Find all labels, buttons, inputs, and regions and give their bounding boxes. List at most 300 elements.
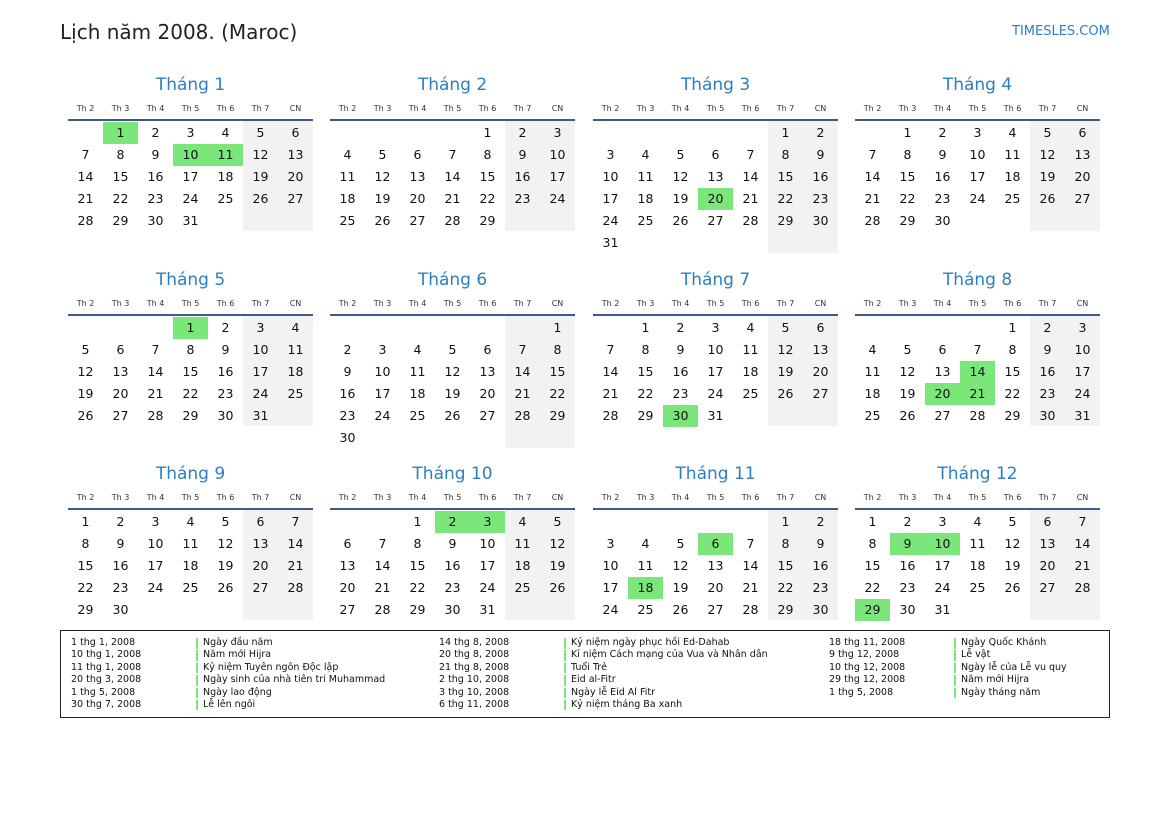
calendar-day[interactable]: 28 (602, 408, 619, 423)
calendar-day[interactable]: 25 (409, 408, 426, 423)
calendar-day[interactable]: 24 (549, 191, 566, 206)
calendar-day[interactable]: 16 (812, 169, 829, 184)
calendar-day[interactable]: 2 (343, 342, 352, 357)
calendar-day[interactable]: 27 (339, 602, 356, 617)
calendar-day[interactable]: 24 (934, 580, 951, 595)
calendar-day[interactable]: 14 (742, 558, 759, 573)
holiday-day[interactable]: 1 (173, 317, 208, 339)
calendar-day[interactable]: 21 (287, 558, 304, 573)
calendar-day[interactable]: 3 (151, 514, 160, 529)
calendar-day[interactable]: 11 (409, 364, 426, 379)
holiday-day[interactable]: 1 (103, 122, 138, 144)
calendar-day[interactable]: 22 (77, 580, 94, 595)
calendar-day[interactable]: 18 (182, 558, 199, 573)
calendar-day[interactable]: 2 (816, 125, 825, 140)
calendar-day[interactable]: 10 (479, 536, 496, 551)
calendar-day[interactable]: 22 (899, 191, 916, 206)
holiday-day[interactable]: 14 (960, 361, 995, 383)
calendar-day[interactable]: 23 (1039, 386, 1056, 401)
calendar-day[interactable]: 30 (112, 602, 129, 617)
calendar-day[interactable]: 13 (812, 342, 829, 357)
calendar-day[interactable]: 26 (252, 191, 269, 206)
calendar-day[interactable]: 26 (1004, 580, 1021, 595)
calendar-day[interactable]: 7 (81, 147, 90, 162)
calendar-day[interactable]: 1 (781, 125, 790, 140)
calendar-day[interactable]: 1 (641, 320, 650, 335)
calendar-day[interactable]: 11 (1004, 147, 1021, 162)
calendar-day[interactable]: 23 (217, 386, 234, 401)
calendar-day[interactable]: 8 (1008, 342, 1017, 357)
calendar-day[interactable]: 4 (641, 147, 650, 162)
calendar-day[interactable]: 21 (742, 191, 759, 206)
calendar-day[interactable]: 31 (182, 213, 199, 228)
calendar-day[interactable]: 28 (147, 408, 164, 423)
calendar-day[interactable]: 26 (1039, 191, 1056, 206)
calendar-day[interactable]: 8 (116, 147, 125, 162)
calendar-day[interactable]: 29 (777, 602, 794, 617)
calendar-day[interactable]: 24 (252, 386, 269, 401)
calendar-day[interactable]: 2 (816, 514, 825, 529)
calendar-day[interactable]: 16 (812, 558, 829, 573)
calendar-day[interactable]: 7 (1078, 514, 1087, 529)
calendar-day[interactable]: 4 (868, 342, 877, 357)
calendar-day[interactable]: 13 (1039, 536, 1056, 551)
calendar-day[interactable]: 12 (1039, 147, 1056, 162)
calendar-day[interactable]: 29 (112, 213, 129, 228)
calendar-day[interactable]: 4 (291, 320, 300, 335)
calendar-day[interactable]: 10 (374, 364, 391, 379)
calendar-day[interactable]: 6 (256, 514, 265, 529)
holiday-day[interactable]: 30 (663, 405, 698, 427)
calendar-day[interactable]: 20 (1074, 169, 1091, 184)
calendar-day[interactable]: 7 (378, 536, 387, 551)
calendar-day[interactable]: 5 (378, 147, 387, 162)
calendar-day[interactable]: 17 (182, 169, 199, 184)
calendar-day[interactable]: 17 (479, 558, 496, 573)
calendar-day[interactable]: 8 (413, 536, 422, 551)
calendar-day[interactable]: 16 (899, 558, 916, 573)
calendar-day[interactable]: 4 (413, 342, 422, 357)
calendar-day[interactable]: 12 (444, 364, 461, 379)
calendar-day[interactable]: 17 (374, 386, 391, 401)
calendar-day[interactable]: 19 (777, 364, 794, 379)
calendar-day[interactable]: 24 (602, 213, 619, 228)
calendar-day[interactable]: 25 (1004, 191, 1021, 206)
holiday-day[interactable]: 18 (628, 577, 663, 599)
calendar-day[interactable]: 15 (182, 364, 199, 379)
calendar-day[interactable]: 30 (147, 213, 164, 228)
calendar-day[interactable]: 10 (147, 536, 164, 551)
calendar-day[interactable]: 21 (864, 191, 881, 206)
calendar-day[interactable]: 16 (112, 558, 129, 573)
calendar-day[interactable]: 1 (1008, 320, 1017, 335)
calendar-day[interactable]: 25 (637, 602, 654, 617)
calendar-day[interactable]: 1 (903, 125, 912, 140)
calendar-day[interactable]: 25 (637, 213, 654, 228)
calendar-day[interactable]: 26 (77, 408, 94, 423)
calendar-day[interactable]: 13 (1074, 147, 1091, 162)
calendar-day[interactable]: 25 (742, 386, 759, 401)
calendar-day[interactable]: 25 (969, 580, 986, 595)
calendar-day[interactable]: 15 (777, 558, 794, 573)
calendar-day[interactable]: 14 (77, 169, 94, 184)
calendar-day[interactable]: 7 (868, 147, 877, 162)
calendar-day[interactable]: 6 (816, 320, 825, 335)
calendar-day[interactable]: 26 (374, 213, 391, 228)
calendar-day[interactable]: 18 (287, 364, 304, 379)
calendar-day[interactable]: 22 (479, 191, 496, 206)
calendar-day[interactable]: 20 (409, 191, 426, 206)
calendar-day[interactable]: 14 (742, 169, 759, 184)
calendar-day[interactable]: 23 (899, 580, 916, 595)
calendar-day[interactable]: 15 (409, 558, 426, 573)
calendar-day[interactable]: 20 (252, 558, 269, 573)
calendar-day[interactable]: 26 (217, 580, 234, 595)
calendar-day[interactable]: 28 (1074, 580, 1091, 595)
calendar-day[interactable]: 7 (746, 536, 755, 551)
calendar-day[interactable]: 30 (812, 602, 829, 617)
calendar-day[interactable]: 15 (549, 364, 566, 379)
holiday-day[interactable]: 6 (698, 533, 733, 555)
calendar-day[interactable]: 5 (903, 342, 912, 357)
calendar-day[interactable]: 5 (676, 536, 685, 551)
calendar-day[interactable]: 25 (514, 580, 531, 595)
calendar-day[interactable]: 3 (553, 125, 562, 140)
calendar-day[interactable]: 16 (217, 364, 234, 379)
calendar-day[interactable]: 17 (549, 169, 566, 184)
calendar-day[interactable]: 1 (781, 514, 790, 529)
calendar-day[interactable]: 13 (934, 364, 951, 379)
calendar-day[interactable]: 10 (969, 147, 986, 162)
calendar-day[interactable]: 21 (602, 386, 619, 401)
calendar-day[interactable]: 7 (606, 342, 615, 357)
calendar-day[interactable]: 29 (409, 602, 426, 617)
calendar-day[interactable]: 19 (899, 386, 916, 401)
calendar-day[interactable]: 4 (186, 514, 195, 529)
calendar-day[interactable]: 30 (339, 430, 356, 445)
calendar-day[interactable]: 8 (781, 536, 790, 551)
calendar-day[interactable]: 5 (676, 147, 685, 162)
calendar-day[interactable]: 19 (252, 169, 269, 184)
calendar-day[interactable]: 17 (1074, 364, 1091, 379)
calendar-day[interactable]: 23 (934, 191, 951, 206)
calendar-day[interactable]: 18 (637, 191, 654, 206)
calendar-day[interactable]: 2 (518, 125, 527, 140)
calendar-day[interactable]: 11 (287, 342, 304, 357)
calendar-day[interactable]: 16 (444, 558, 461, 573)
holiday-day[interactable]: 20 (698, 188, 733, 210)
calendar-day[interactable]: 14 (864, 169, 881, 184)
calendar-day[interactable]: 11 (864, 364, 881, 379)
calendar-day[interactable]: 5 (81, 342, 90, 357)
calendar-day[interactable]: 25 (339, 213, 356, 228)
holiday-day[interactable]: 21 (960, 383, 995, 405)
calendar-day[interactable]: 13 (707, 558, 724, 573)
calendar-day[interactable]: 20 (287, 169, 304, 184)
calendar-day[interactable]: 5 (1043, 125, 1052, 140)
calendar-day[interactable]: 7 (151, 342, 160, 357)
calendar-day[interactable]: 18 (339, 191, 356, 206)
calendar-day[interactable]: 28 (742, 213, 759, 228)
calendar-day[interactable]: 28 (742, 602, 759, 617)
calendar-day[interactable]: 11 (182, 536, 199, 551)
calendar-day[interactable]: 12 (1004, 536, 1021, 551)
calendar-day[interactable]: 26 (899, 408, 916, 423)
calendar-day[interactable]: 19 (374, 191, 391, 206)
calendar-day[interactable]: 6 (291, 125, 300, 140)
calendar-day[interactable]: 10 (252, 342, 269, 357)
calendar-day[interactable]: 7 (518, 342, 527, 357)
calendar-day[interactable]: 17 (602, 580, 619, 595)
calendar-day[interactable]: 8 (81, 536, 90, 551)
holiday-day[interactable]: 10 (925, 533, 960, 555)
calendar-day[interactable]: 1 (553, 320, 562, 335)
calendar-day[interactable]: 3 (711, 320, 720, 335)
calendar-day[interactable]: 3 (1078, 320, 1087, 335)
calendar-day[interactable]: 15 (77, 558, 94, 573)
calendar-day[interactable]: 13 (339, 558, 356, 573)
calendar-day[interactable]: 5 (221, 514, 230, 529)
calendar-day[interactable]: 8 (553, 342, 562, 357)
site-link[interactable]: TIMESLES.COM (1012, 24, 1110, 39)
calendar-day[interactable]: 19 (77, 386, 94, 401)
calendar-day[interactable]: 21 (374, 580, 391, 595)
calendar-day[interactable]: 14 (374, 558, 391, 573)
calendar-day[interactable]: 13 (409, 169, 426, 184)
calendar-day[interactable]: 22 (637, 386, 654, 401)
calendar-day[interactable]: 6 (116, 342, 125, 357)
calendar-day[interactable]: 8 (903, 147, 912, 162)
calendar-day[interactable]: 3 (973, 125, 982, 140)
calendar-day[interactable]: 4 (641, 536, 650, 551)
calendar-day[interactable]: 9 (816, 536, 825, 551)
calendar-day[interactable]: 2 (903, 514, 912, 529)
calendar-day[interactable]: 6 (1043, 514, 1052, 529)
calendar-day[interactable]: 31 (1074, 408, 1091, 423)
calendar-day[interactable]: 23 (514, 191, 531, 206)
calendar-day[interactable]: 3 (256, 320, 265, 335)
calendar-day[interactable]: 14 (444, 169, 461, 184)
calendar-day[interactable]: 23 (812, 191, 829, 206)
calendar-day[interactable]: 27 (112, 408, 129, 423)
calendar-day[interactable]: 24 (969, 191, 986, 206)
calendar-day[interactable]: 12 (374, 169, 391, 184)
calendar-day[interactable]: 27 (934, 408, 951, 423)
calendar-day[interactable]: 6 (938, 342, 947, 357)
calendar-day[interactable]: 10 (1074, 342, 1091, 357)
calendar-day[interactable]: 24 (374, 408, 391, 423)
calendar-day[interactable]: 25 (217, 191, 234, 206)
calendar-day[interactable]: 2 (151, 125, 160, 140)
calendar-day[interactable]: 11 (637, 558, 654, 573)
calendar-day[interactable]: 27 (287, 191, 304, 206)
calendar-day[interactable]: 18 (742, 364, 759, 379)
calendar-day[interactable]: 6 (413, 147, 422, 162)
calendar-day[interactable]: 29 (899, 213, 916, 228)
calendar-day[interactable]: 1 (81, 514, 90, 529)
calendar-day[interactable]: 24 (707, 386, 724, 401)
calendar-day[interactable]: 22 (864, 580, 881, 595)
calendar-day[interactable]: 29 (777, 213, 794, 228)
calendar-day[interactable]: 15 (899, 169, 916, 184)
calendar-day[interactable]: 19 (1004, 558, 1021, 573)
calendar-day[interactable]: 14 (287, 536, 304, 551)
calendar-day[interactable]: 11 (514, 536, 531, 551)
calendar-day[interactable]: 24 (147, 580, 164, 595)
calendar-day[interactable]: 27 (812, 386, 829, 401)
calendar-day[interactable]: 23 (339, 408, 356, 423)
calendar-day[interactable]: 2 (221, 320, 230, 335)
calendar-day[interactable]: 17 (969, 169, 986, 184)
calendar-day[interactable]: 17 (602, 191, 619, 206)
calendar-day[interactable]: 28 (287, 580, 304, 595)
calendar-day[interactable]: 29 (549, 408, 566, 423)
calendar-day[interactable]: 31 (252, 408, 269, 423)
calendar-day[interactable]: 10 (602, 558, 619, 573)
calendar-day[interactable]: 4 (343, 147, 352, 162)
calendar-day[interactable]: 5 (781, 320, 790, 335)
calendar-day[interactable]: 25 (287, 386, 304, 401)
calendar-day[interactable]: 26 (672, 213, 689, 228)
calendar-day[interactable]: 4 (1008, 125, 1017, 140)
calendar-day[interactable]: 13 (112, 364, 129, 379)
calendar-day[interactable]: 9 (343, 364, 352, 379)
calendar-day[interactable]: 27 (1074, 191, 1091, 206)
calendar-day[interactable]: 4 (221, 125, 230, 140)
calendar-day[interactable]: 18 (1004, 169, 1021, 184)
calendar-day[interactable]: 24 (1074, 386, 1091, 401)
calendar-day[interactable]: 5 (256, 125, 265, 140)
calendar-day[interactable]: 3 (938, 514, 947, 529)
calendar-day[interactable]: 22 (409, 580, 426, 595)
calendar-day[interactable]: 5 (448, 342, 457, 357)
calendar-day[interactable]: 14 (1074, 536, 1091, 551)
calendar-day[interactable]: 22 (549, 386, 566, 401)
calendar-day[interactable]: 4 (518, 514, 527, 529)
calendar-day[interactable]: 2 (116, 514, 125, 529)
calendar-day[interactable]: 25 (864, 408, 881, 423)
calendar-day[interactable]: 28 (514, 408, 531, 423)
calendar-day[interactable]: 11 (339, 169, 356, 184)
calendar-day[interactable]: 12 (252, 147, 269, 162)
holiday-day[interactable]: 3 (470, 511, 505, 533)
calendar-day[interactable]: 12 (672, 169, 689, 184)
calendar-day[interactable]: 3 (606, 536, 615, 551)
calendar-day[interactable]: 15 (1004, 364, 1021, 379)
calendar-day[interactable]: 14 (147, 364, 164, 379)
calendar-day[interactable]: 2 (676, 320, 685, 335)
calendar-day[interactable]: 31 (602, 235, 619, 250)
calendar-day[interactable]: 9 (116, 536, 125, 551)
calendar-day[interactable]: 26 (549, 580, 566, 595)
calendar-day[interactable]: 16 (672, 364, 689, 379)
calendar-day[interactable]: 17 (934, 558, 951, 573)
calendar-day[interactable]: 30 (444, 602, 461, 617)
calendar-day[interactable]: 22 (182, 386, 199, 401)
calendar-day[interactable]: 20 (479, 386, 496, 401)
calendar-day[interactable]: 16 (514, 169, 531, 184)
calendar-day[interactable]: 21 (742, 580, 759, 595)
calendar-day[interactable]: 11 (969, 536, 986, 551)
calendar-day[interactable]: 2 (938, 125, 947, 140)
holiday-day[interactable]: 20 (925, 383, 960, 405)
calendar-day[interactable]: 30 (812, 213, 829, 228)
calendar-day[interactable]: 23 (147, 191, 164, 206)
calendar-day[interactable]: 16 (147, 169, 164, 184)
calendar-day[interactable]: 11 (742, 342, 759, 357)
calendar-day[interactable]: 8 (868, 536, 877, 551)
calendar-day[interactable]: 10 (549, 147, 566, 162)
calendar-day[interactable]: 23 (112, 580, 129, 595)
calendar-day[interactable]: 7 (973, 342, 982, 357)
calendar-day[interactable]: 16 (1039, 364, 1056, 379)
calendar-day[interactable]: 19 (672, 580, 689, 595)
calendar-day[interactable]: 17 (147, 558, 164, 573)
calendar-day[interactable]: 20 (112, 386, 129, 401)
calendar-day[interactable]: 15 (479, 169, 496, 184)
calendar-day[interactable]: 9 (938, 147, 947, 162)
calendar-day[interactable]: 22 (112, 191, 129, 206)
calendar-day[interactable]: 27 (707, 213, 724, 228)
calendar-day[interactable]: 25 (182, 580, 199, 595)
calendar-day[interactable]: 12 (777, 342, 794, 357)
calendar-day[interactable]: 18 (969, 558, 986, 573)
calendar-day[interactable]: 20 (339, 580, 356, 595)
calendar-day[interactable]: 30 (1039, 408, 1056, 423)
calendar-day[interactable]: 5 (1008, 514, 1017, 529)
calendar-day[interactable]: 13 (252, 536, 269, 551)
calendar-day[interactable]: 26 (672, 602, 689, 617)
holiday-day[interactable]: 2 (435, 511, 470, 533)
calendar-day[interactable]: 9 (221, 342, 230, 357)
calendar-day[interactable]: 9 (1043, 342, 1052, 357)
calendar-day[interactable]: 17 (252, 364, 269, 379)
calendar-day[interactable]: 15 (864, 558, 881, 573)
calendar-day[interactable]: 29 (1004, 408, 1021, 423)
calendar-day[interactable]: 21 (147, 386, 164, 401)
calendar-day[interactable]: 13 (707, 169, 724, 184)
calendar-day[interactable]: 21 (77, 191, 94, 206)
calendar-day[interactable]: 23 (444, 580, 461, 595)
calendar-day[interactable]: 23 (672, 386, 689, 401)
calendar-day[interactable]: 28 (77, 213, 94, 228)
calendar-day[interactable]: 1 (868, 514, 877, 529)
calendar-day[interactable]: 18 (409, 386, 426, 401)
calendar-day[interactable]: 8 (781, 147, 790, 162)
calendar-day[interactable]: 7 (746, 147, 755, 162)
holiday-day[interactable]: 11 (208, 144, 243, 166)
calendar-day[interactable]: 9 (676, 342, 685, 357)
calendar-day[interactable]: 16 (934, 169, 951, 184)
calendar-day[interactable]: 8 (186, 342, 195, 357)
calendar-day[interactable]: 21 (514, 386, 531, 401)
calendar-day[interactable]: 7 (448, 147, 457, 162)
calendar-day[interactable]: 8 (483, 147, 492, 162)
calendar-day[interactable]: 6 (1078, 125, 1087, 140)
calendar-day[interactable]: 7 (291, 514, 300, 529)
calendar-day[interactable]: 28 (444, 213, 461, 228)
calendar-day[interactable]: 21 (1074, 558, 1091, 573)
calendar-day[interactable]: 16 (339, 386, 356, 401)
calendar-day[interactable]: 1 (483, 125, 492, 140)
calendar-day[interactable]: 17 (707, 364, 724, 379)
calendar-day[interactable]: 3 (186, 125, 195, 140)
calendar-day[interactable]: 19 (444, 386, 461, 401)
calendar-day[interactable]: 18 (514, 558, 531, 573)
calendar-day[interactable]: 3 (606, 147, 615, 162)
calendar-day[interactable]: 14 (514, 364, 531, 379)
calendar-day[interactable]: 11 (637, 169, 654, 184)
